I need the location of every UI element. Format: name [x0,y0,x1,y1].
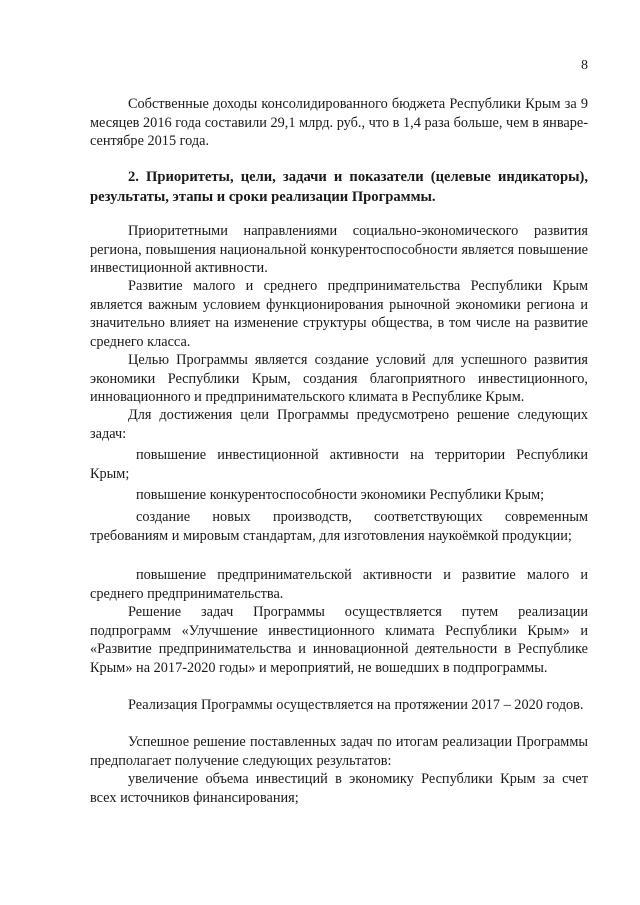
task-item-4: повышение предпринимательской активности и развитие малого и среднего предпринимательства. [90,567,588,602]
intro-paragraph: Собственные доходы консолидированного бюджета Республики Крым за 9 месяцев 2016 года составили 29,1 млрд. руб., что в 1,4 раза больше, чем в январе-сентябре 2015 года. [90,96,588,149]
paragraph-goal: Целью Программы является создание условий для успешного развития экономики Республики Крым, создания благоприятного инвестиционного, инновационного и предпринимательского климата в Республике Крым. [90,352,588,405]
task-item-3: создание новых производств, соответствующих современным требованиям и мировым стандартам, для изготовления наукоёмкой продукции; [90,509,588,544]
section-heading: 2. Приоритеты, цели, задачи и показатели (целевые индикаторы), результаты, этапы и сроки реализации Программы. [90,169,588,205]
paragraph-implementation: Реализация Программы осуществляется на протяжении 2017 – 2020 годов. [128,697,584,713]
paragraph-priorities: Приоритетными направлениями социально-экономического развития региона, повышения национальной конкурентоспособности является повышение инвестиционной активности. [90,223,588,276]
paragraph-solution: Решение задач Программы осуществляется путем реализации подпрограмм «Улучшение инвестиционного климата Республики Крым» и «Развитие предпринимательства и инновационной деятельности в Республике Крым» на 2017-2020 годы» и мероприятий, не вошедших в подпрограммы. [90,604,588,676]
task-item-2: повышение конкурентоспособности экономики Республики Крым; [136,487,545,503]
paragraph-small-business: Развитие малого и среднего предпринимательства Республики Крым является важным условием функционирования рыночной экономики региона и значительно влияет на изменение структуры общества, в том числе на развитие среднего класса. [90,278,588,350]
paragraph-tasks-intro: Для достижения цели Программы предусмотрено решение следующих задач: [90,407,588,442]
result-item-1: увеличение объема инвестиций в экономику Республики Крым за счет всех источников финансирования; [90,771,588,806]
paragraph-results-intro: Успешное решение поставленных задач по итогам реализации Программы предполагает получение следующих результатов: [90,734,588,769]
task-item-1: повышение инвестиционной активности на территории Республики Крым; [90,447,588,482]
page-number: 8 [581,58,588,73]
